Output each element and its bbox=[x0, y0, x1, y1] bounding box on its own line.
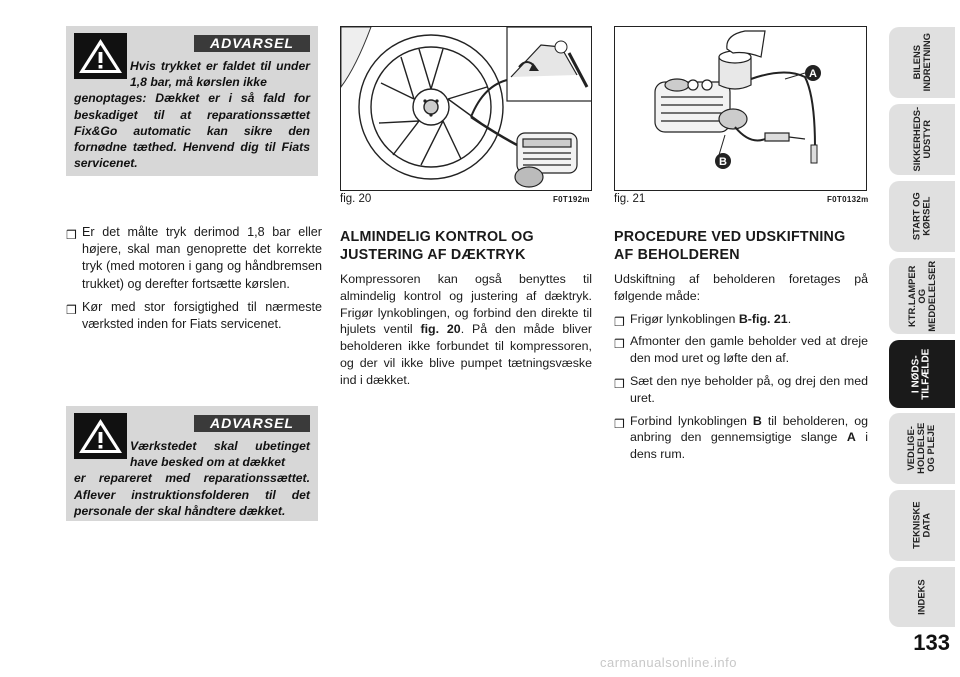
tab-label: I NØDS- TILFÆLDE bbox=[910, 348, 932, 400]
checkbox-bullet-icon: ❒ bbox=[614, 416, 625, 431]
checkbox-bullet-icon: ❒ bbox=[66, 302, 77, 317]
figure-21-code: F0T0132m bbox=[827, 195, 869, 204]
list-item-text: Forbind lynkoblingen bbox=[630, 413, 753, 428]
label-a-marker: A bbox=[809, 68, 817, 80]
list-item bbox=[66, 224, 322, 293]
part-reference: A bbox=[846, 430, 856, 445]
tab-start-og-korsel[interactable] bbox=[889, 181, 955, 252]
tab-label: VEDLIGE- HOLDELSE OG PLEJE bbox=[905, 422, 938, 475]
warning-header: ADVARSEL bbox=[194, 35, 310, 52]
section-heading: PROCEDURE VED UDSKIFTNING AF BEHOLDEREN bbox=[614, 229, 846, 263]
section-body bbox=[340, 271, 592, 389]
part-reference: B bbox=[752, 413, 762, 428]
figure-20-wheel-compressor-illustration bbox=[340, 26, 592, 191]
list-item bbox=[614, 373, 868, 407]
tab-i-nodstilfaelde[interactable] bbox=[889, 340, 955, 408]
list-item-text: Sæt den nye beholder på, og drej den med uret. bbox=[630, 373, 868, 405]
tab-sikkerhedsudstyr[interactable] bbox=[889, 104, 955, 175]
list-item-text: i dens rum. bbox=[630, 430, 868, 462]
list-item-text: Kør med stor forsigtighed til nærmeste værksted inden for Fiats servicenet. bbox=[82, 299, 322, 332]
warning-box-1 bbox=[66, 26, 318, 176]
tab-label: TEKNISKE DATA bbox=[910, 501, 932, 550]
checkbox-bullet-icon: ❒ bbox=[614, 314, 625, 329]
section-heading: ALMINDELIG KONTROL OG JUSTERING AF DÆKTRYK bbox=[340, 229, 534, 263]
tab-vedligeholdelse[interactable] bbox=[889, 413, 955, 484]
warning-triangle-icon bbox=[74, 413, 127, 459]
list-item-text: til beholderen, og anbring den gennemsigtige slange bbox=[630, 413, 868, 445]
section-intro: Udskiftning af beholderen foretages på følgende måde: bbox=[614, 272, 868, 303]
checkbox-bullet-icon: ❒ bbox=[66, 228, 77, 242]
tab-label: START OG KØRSEL bbox=[910, 192, 932, 241]
body-text: Kompressoren kan også benyttes til almindelig kontrol og justering af dæktryk. Frigør lynkoblingen, og forbind den direkte til hjulets ventil bbox=[340, 272, 592, 337]
figure-21-caption: fig. 21 bbox=[614, 193, 646, 205]
figure-20-code: F0T192m bbox=[553, 195, 590, 204]
tab-bilens-indretning[interactable] bbox=[889, 27, 955, 98]
list-item-text: Frigør lynkoblingen bbox=[630, 311, 739, 326]
figure-reference: fig. 20 bbox=[420, 322, 461, 337]
checkbox-bullet-icon: ❒ bbox=[614, 376, 625, 391]
left-bullet-list bbox=[66, 224, 322, 339]
tab-indeks[interactable] bbox=[889, 567, 955, 627]
checkbox-bullet-icon: ❒ bbox=[614, 337, 625, 352]
warning-text-body: genoptages: Dækket er i så fald for beskadiget til at reparationssættet Fix&Go automatic kan sikre den fornødne tæthed. Henvend dig til Fiats servicenet. bbox=[74, 91, 310, 171]
tab-tekniske-data[interactable] bbox=[889, 490, 955, 561]
figure-20-caption: fig. 20 bbox=[340, 193, 372, 205]
section-container-replacement bbox=[614, 228, 868, 469]
list-item bbox=[66, 299, 322, 333]
warning-text-indented: Hvis trykket er faldet til under 1,8 bar, må kørslen ikke bbox=[130, 59, 310, 90]
list-item bbox=[614, 413, 868, 463]
body-text: . På den måde bliver beholderen ikke forbundet til kompressoren, og der vil ikke blive pumpet tætningsvæske ind i dækket. bbox=[340, 322, 592, 387]
list-item-text: Er det målte tryk derimod 1,8 bar eller højere, skal man genoprette det korrekte tryk (med motoren i gang og håndbremsen trukket) og derefter fortsætte kørslen. bbox=[82, 225, 322, 291]
label-b-marker: B bbox=[719, 156, 727, 168]
warning-triangle-icon bbox=[74, 33, 127, 79]
warning-box-2 bbox=[66, 406, 318, 521]
list-item-text: . bbox=[787, 311, 792, 326]
list-item bbox=[614, 333, 868, 367]
tab-label: BILENS INDRETNING bbox=[910, 33, 932, 92]
warning-header: ADVARSEL bbox=[194, 415, 310, 432]
tab-label: KTR.LAMPER OG MEDDELELSER bbox=[905, 260, 938, 332]
warning-text-body: er repareret med reparationssættet. Aflever instruktionsfolderen til det personale der skal håndtere dækket. bbox=[74, 471, 310, 518]
list-item-text: Afmonter den gamle beholder ved at dreje den mod uret og løfte den af. bbox=[630, 334, 868, 366]
tab-label: INDEKS bbox=[915, 579, 927, 615]
watermark-text: carmanualsonline.info bbox=[600, 655, 737, 670]
tab-kontrollamper[interactable] bbox=[889, 258, 955, 334]
list-item bbox=[614, 311, 868, 328]
tab-label: SIKKERHEDS- UDSTYR bbox=[910, 107, 932, 172]
figure-21-container-replacement-illustration bbox=[614, 26, 867, 191]
section-tire-pressure-control bbox=[340, 228, 592, 389]
warning-text-indented: Værkstedet skal ubetinget have besked om at dækket bbox=[130, 439, 310, 470]
page-number: 133 bbox=[913, 630, 950, 655]
figure-reference: B-fig. 21 bbox=[738, 311, 788, 326]
